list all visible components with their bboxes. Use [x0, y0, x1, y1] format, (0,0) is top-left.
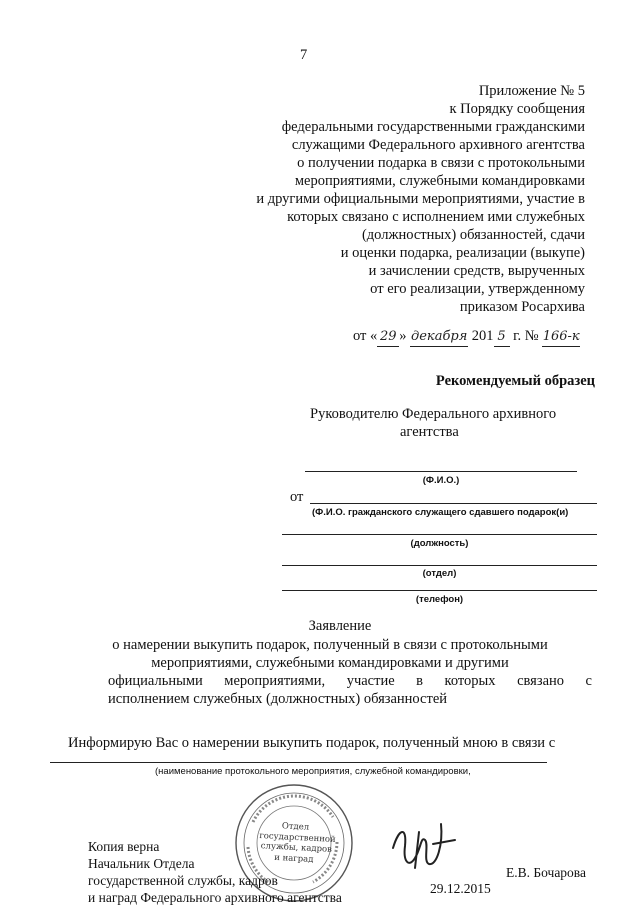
stamp-line: государственной [259, 830, 336, 845]
statement-line: о намерении выкупить подарок, полученный в связи с протокольными [112, 637, 548, 653]
annex-line: о получении подарка в связи с протокольными [297, 155, 585, 171]
statement-word: мероприятиями, [224, 673, 326, 689]
certification-line: и наград Федерального архивного агентства [88, 890, 342, 905]
statement-line: исполнением служебных (должностных) обязанностей [108, 691, 448, 707]
servant-fio-caption: (Ф.И.О. гражданского служащего сдавшего подарок(и) [312, 507, 569, 518]
certification-name: Е.В. Бочарова [506, 865, 586, 880]
position-caption: (должность) [410, 538, 469, 549]
signature [385, 818, 465, 878]
annex-line: служащими Федерального архивного агентства [291, 137, 585, 153]
phone-line [282, 590, 597, 591]
signature-icon [385, 818, 465, 878]
order-quote: » [399, 328, 407, 344]
addressee-line: Руководителю Федерального архивного [310, 406, 557, 422]
order-month: декабря [410, 328, 468, 347]
annex-line: которых связано с исполнением ими служебных [287, 209, 585, 225]
fio-caption: (Ф.И.О.) [422, 475, 460, 486]
annex-line: к Порядку сообщения [449, 101, 585, 117]
annex-line: федеральными государственными гражданскими [281, 119, 585, 135]
sample-label: Рекомендуемый образец [435, 373, 595, 389]
event-line [50, 762, 547, 763]
page-number-text: 7 [300, 47, 308, 63]
statement-word: которых [444, 673, 496, 689]
statement-title: Заявление [308, 618, 372, 634]
addressee [310, 405, 610, 441]
annex-line: Приложение № 5 [478, 83, 585, 99]
from-label: от [290, 489, 304, 505]
statement-word: в [416, 673, 424, 689]
stamp-line: службы, кадров [260, 841, 333, 855]
order-year-prefix: 201 [471, 328, 494, 344]
annex-line: (должностных) обязанностей, сдачи [361, 227, 585, 243]
certification-line: государственной службы, кадров [88, 873, 278, 888]
stamp-line: Отдел [281, 821, 310, 833]
certification-line: Начальник Отдела [88, 856, 195, 871]
statement-line-justified [108, 672, 592, 690]
statement-line: мероприятиями, служебными командировками и другими [151, 655, 509, 671]
certification-line: Копия верна [88, 839, 160, 854]
position-line [282, 534, 597, 535]
annex-line: мероприятиями, служебными командировками [294, 173, 585, 189]
servant-fio-line [310, 503, 597, 504]
order-prefix: от « [353, 328, 378, 344]
annex-line: и зачислении средств, вырученных [368, 263, 585, 279]
statement-word: связано [517, 673, 565, 689]
order-number-label: г. № [513, 328, 539, 344]
annex-line: приказом Росархива [459, 299, 585, 315]
annex-line: и оценки подарка, реализации (выкупе) [340, 245, 585, 261]
order-line [353, 327, 593, 347]
phone-caption: (телефон) [415, 594, 464, 605]
statement-word: официальными [108, 673, 203, 689]
event-caption: (наименование протокольного мероприятия, служебной командировки, [155, 766, 471, 777]
certification-date: 29.12.2015 [430, 881, 491, 896]
order-day: 29 [377, 328, 399, 347]
page-number [300, 46, 340, 64]
annex-block [205, 82, 585, 316]
department-caption: (отдел) [422, 568, 457, 579]
addressee-line: агентства [400, 424, 459, 440]
order-number: 166-к [542, 328, 580, 347]
body-text: Информирую Вас о намерении выкупить подарок, полученный мною в связи с [68, 735, 556, 751]
order-year-digit: 5 [494, 328, 510, 347]
statement-word: участие [346, 673, 395, 689]
annex-line: от его реализации, утвержденному [370, 281, 585, 297]
annex-line: и другими официальными мероприятиями, участие в [256, 191, 585, 207]
certification-block [88, 838, 408, 906]
department-line [282, 565, 597, 566]
statement-word: с [585, 673, 592, 689]
fio-line [305, 471, 577, 472]
stamp-line: и наград [273, 852, 314, 865]
